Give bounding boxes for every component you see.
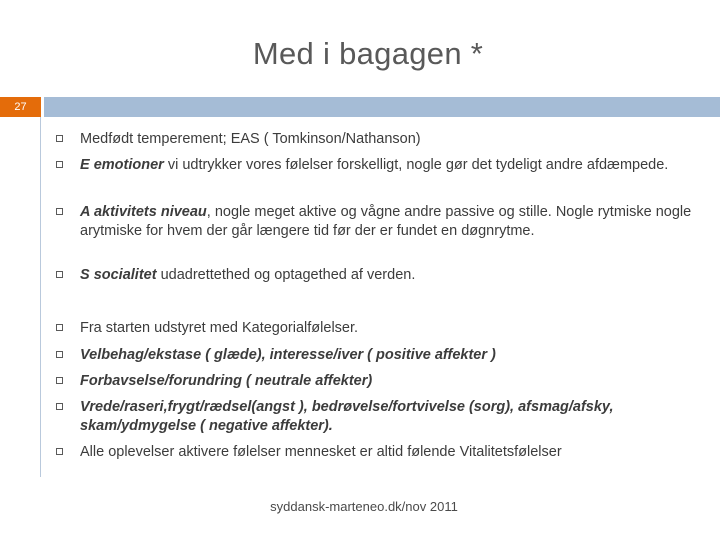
bullet-item [55,203,695,241]
bullet-emphasis: Vrede/raseri,frygt/rædsel(angst ), bedrøvelse/fortvivelse (sorg), afsmag/afsky, skam/ydmygelse ( negative affekter). [80,399,614,434]
square-bullet-icon [56,161,63,168]
square-bullet-icon [56,403,63,410]
bullet-text: , nogle meget aktive og vågne andre passive og stille. Nogle rytmiske nogle arytmiske for hvem der går længere tid før der er fundet en døgnrytme. [80,204,692,239]
slide-title: Med i bagagen * [252,36,484,71]
bullet-item [55,372,372,391]
square-bullet-icon [56,208,63,215]
header-bar [44,97,720,117]
square-bullet-icon [56,324,63,331]
square-bullet-icon [56,135,63,142]
bullet-text: Alle oplevelser aktivere følelser mennesket er altid følende Vitalitetsfølelser [80,444,562,460]
bullet-emphasis: Forbavselse/forundring ( neutrale affekter) [80,373,373,389]
square-bullet-icon [56,377,63,384]
bullet-emphasis: E emotioner [80,157,164,173]
bullet-item [55,130,421,149]
bullet-text: Medfødt temperement; EAS ( Tomkinson/Nathanson) [80,131,421,147]
left-divider [40,117,41,477]
square-bullet-icon [56,448,63,455]
bullet-item [55,346,496,365]
bullet-item [55,319,358,338]
square-bullet-icon [56,271,63,278]
footer-text: syddansk-marteneo.dk/nov 2011 [270,499,458,514]
bullet-emphasis: S socialitet [80,267,157,283]
bullet-text: vi udtrykker vores følelser forskelligt, nogle gør det tydeligt andre afdæmpede. [163,157,669,173]
bullet-item [55,156,668,175]
square-bullet-icon [56,351,63,358]
bullet-emphasis: A aktivitets niveau [80,204,207,220]
slide-number-badge: 27 [0,97,41,117]
bullet-emphasis: Velbehag/ekstase ( glæde), interesse/iver ( positive affekter ) [80,347,496,363]
bullet-text: Fra starten udstyret med Kategorialfølelser. [80,320,359,336]
bullet-item [55,398,695,436]
bullet-item [55,266,415,285]
bullet-text: udadrettethed og optagethed af verden. [156,267,416,283]
bullet-item [55,443,562,462]
